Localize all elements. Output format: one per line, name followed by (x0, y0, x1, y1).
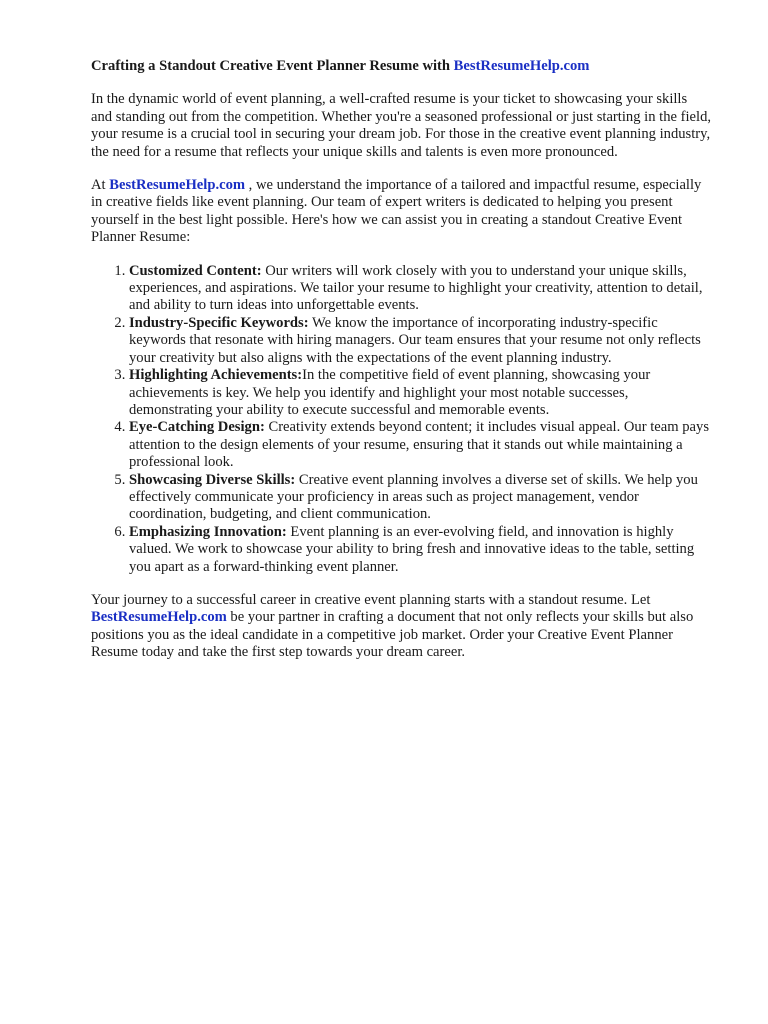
intro-paragraph: In the dynamic world of event planning, a well-crafted resume is your ticket to showcasing your skills and standing out from the competition. Whether you're a seasoned professional or just starting in the field, your resume is a crucial tool in securing your dream job. For those in the creative event planning industry, the need for a resume that reflects your unique skills and talents is even more pronounced. (91, 91, 712, 160)
closing-prefix: Your journey to a successful career in creative event planning starts with a standout resume. Let (91, 591, 651, 608)
about-paragraph (91, 177, 711, 247)
list-item (129, 472, 711, 524)
title-text: Crafting a Standout Creative Event Planner Resume with (91, 58, 454, 74)
list-item-title: Eye-Catching Design: (129, 419, 265, 436)
list-item-text: Creativity extends beyond content; it includes visual appeal. Our team pays attention to the design elements of your resume, ensuring that it stands out while maintaining a professional look. (129, 419, 709, 471)
list-item-text: Event planning is an ever-evolving field, and innovation is highly valued. We work to showcase your ability to bring fresh and innovative ideas to the table, setting you apart as a forward-thinking event planner. (129, 523, 695, 575)
list-item-text: Our writers will work closely with you to understand your unique skills, experiences, and aspirations. We tailor your resume to highlight your creativity, attention to detail, and ability to turn ideas into unforgettable events. (129, 262, 703, 314)
closing-text: be your partner in crafting a document that not only reflects your skills but also positions you as the ideal candidate in a competitive job market. Order your Creative Event Planner Resume today and take the first step towards your dream career. (91, 609, 694, 661)
document-page (91, 58, 711, 678)
list-item-text: Creative event planning involves a diverse set of skills. We help you effectively communicate your proficiency in areas such as project management, vendor coordination, budgeting, and client communication. (129, 471, 698, 523)
about-text: , we understand the importance of a tailored and impactful resume, especially in creative fields like event planning. Our team of expert writers is dedicated to helping you present yourself in the best light possible. Here's how we can assist you in creating a standout Creative Event Planner Resume: (91, 177, 702, 246)
list-item-text: We know the importance of incorporating industry-specific keywords that resonate with hiring managers. Our team ensures that your resume not only reflects your creativity but also aligns with the expectations of the event planning industry. (129, 314, 701, 366)
list-item-title: Industry-Specific Keywords: (129, 314, 309, 331)
list-item-title: Highlighting Achievements: (129, 367, 303, 384)
list-item (129, 419, 711, 471)
services-list (91, 263, 711, 576)
closing-link[interactable]: BestResumeHelp.com (91, 609, 227, 626)
list-item (129, 367, 711, 419)
list-item (129, 263, 711, 315)
document-title (91, 58, 711, 75)
closing-paragraph (91, 592, 711, 662)
list-item-title: Customized Content: (129, 262, 262, 279)
list-item (129, 315, 711, 367)
about-link[interactable]: BestResumeHelp.com (109, 177, 246, 194)
title-link[interactable]: BestResumeHelp.com (453, 58, 590, 74)
about-prefix: At (91, 177, 110, 194)
list-item (129, 524, 711, 576)
list-item-text: In the competitive field of event planning, showcasing your achievements is key. We help you identify and highlight your most notable successes, demonstrating your ability to execute successful and memorable events. (129, 367, 651, 418)
list-item-title: Emphasizing Innovation: (129, 523, 287, 540)
list-item-title: Showcasing Diverse Skills: (129, 471, 296, 488)
